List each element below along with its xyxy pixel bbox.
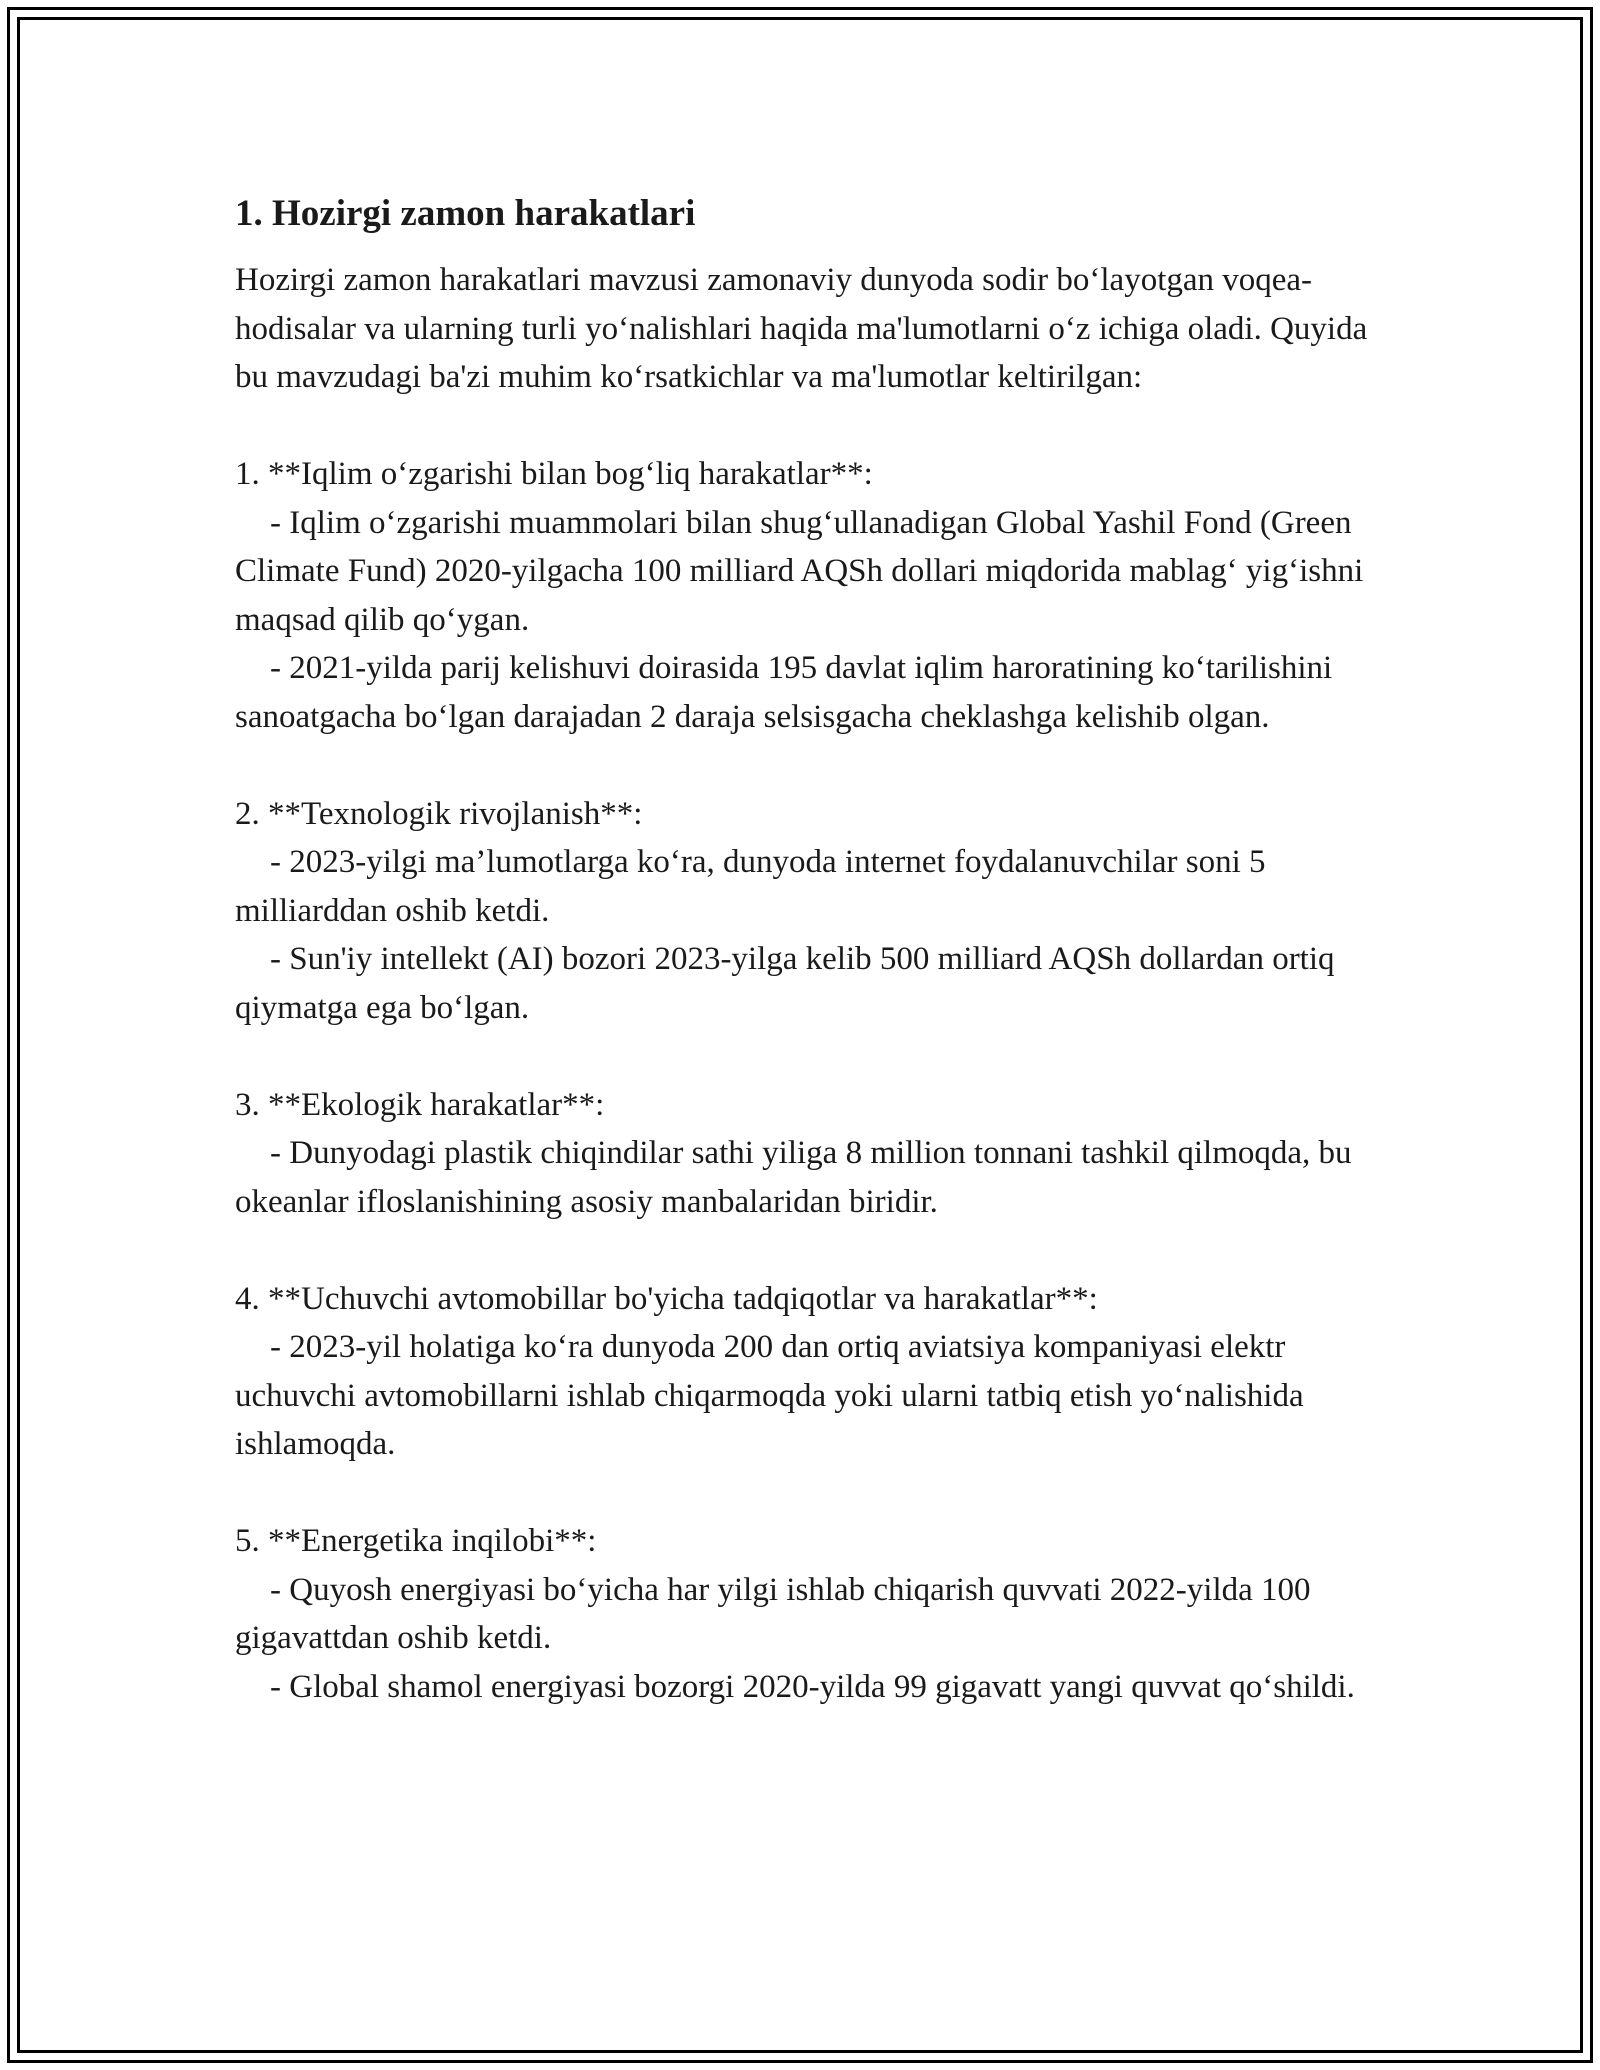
- section-heading: 5. **Energetika inqilobi**:: [235, 1523, 597, 1559]
- section-heading: 1. **Iqlim o‘zgarishi bilan bog‘liq harakatlar**:: [235, 456, 873, 492]
- section-climate: [235, 450, 1375, 741]
- section-heading: 3. **Ekologik harakatlar**:: [235, 1086, 605, 1123]
- section-energy: [235, 1517, 1375, 1711]
- intro-paragraph: Hozirgi zamon harakatlari mavzusi zamonaviy dunyoda sodir bo‘layotgan voqea-hodisalar va ularning turli yo‘nalishlari haqida ma'lumotlarni o‘z ichiga oladi. Quyida bu mavzudagi ba'zi muhim ko‘rsatkichlar va ma'lumotlar keltirilgan:: [235, 262, 1368, 395]
- bullet-item: - Sun'iy intellekt (AI) bozori 2023-yilga kelib 500 milliard AQSh dollardan ortiq qiymatga ega bo‘lgan.: [235, 941, 1335, 1026]
- bullet-item: - Quyosh energiyasi bo‘yicha har yilgi ishlab chiqarish quvvati 2022-yilda 100 gigavattdan oshib ketdi.: [235, 1571, 1311, 1656]
- bullet-item: - Global shamol energiyasi bozorgi 2020-yilda 99 gigavatt yangi quvvat qo‘shildi.: [270, 1668, 1355, 1705]
- bullet-item: - 2023-yil holatiga ko‘ra dunyoda 200 dan ortiq aviatsiya kompaniyasi elektr uchuvchi avtomobillarni ishlab chiqarmoqda yoki ularni tatbiq etish yo‘nalishida ishlamoqda.: [235, 1329, 1304, 1462]
- page-title: 1. Hozirgi zamon harakatlari: [235, 193, 696, 234]
- section-flying-cars: [235, 1275, 1375, 1469]
- bullet-item: - Iqlim o‘zgarishi muammolari bilan shug‘ullanadigan Global Yashil Fond (Green Climate Fund) 2020-yilgacha 100 milliard AQSh dollari miqdorida mablag‘ yig‘ishni maqsad qilib qo‘ygan.: [235, 504, 1364, 638]
- section-technology: [235, 790, 1375, 1033]
- bullet-item: - 2023-yilgi ma’lumotlarga ko‘ra, dunyoda internet foydalanuvchilar soni 5 milliarddan oshib ketdi.: [235, 844, 1266, 929]
- bullet-item: - Dunyodagi plastik chiqindilar sathi yiliga 8 million tonnani tashkil qilmoqda, bu okeanlar ifloslanishining asosiy manbalaridan biridir.: [235, 1135, 1352, 1220]
- bullet-item: - 2021-yilda parij kelishuvi doirasida 195 davlat iqlim haroratining ko‘tarilishini sanoatgacha bo‘lgan darajadan 2 daraja selsisgacha cheklashga kelishib olgan.: [235, 650, 1333, 735]
- section-heading: 2. **Texnologik rivojlanish**:: [235, 795, 643, 832]
- section-heading: 4. **Uchuvchi avtomobillar bo'yicha tadqiqotlar va harakatlar**:: [235, 1280, 1098, 1317]
- section-ecology: [235, 1081, 1375, 1227]
- document-body: [235, 188, 1375, 1711]
